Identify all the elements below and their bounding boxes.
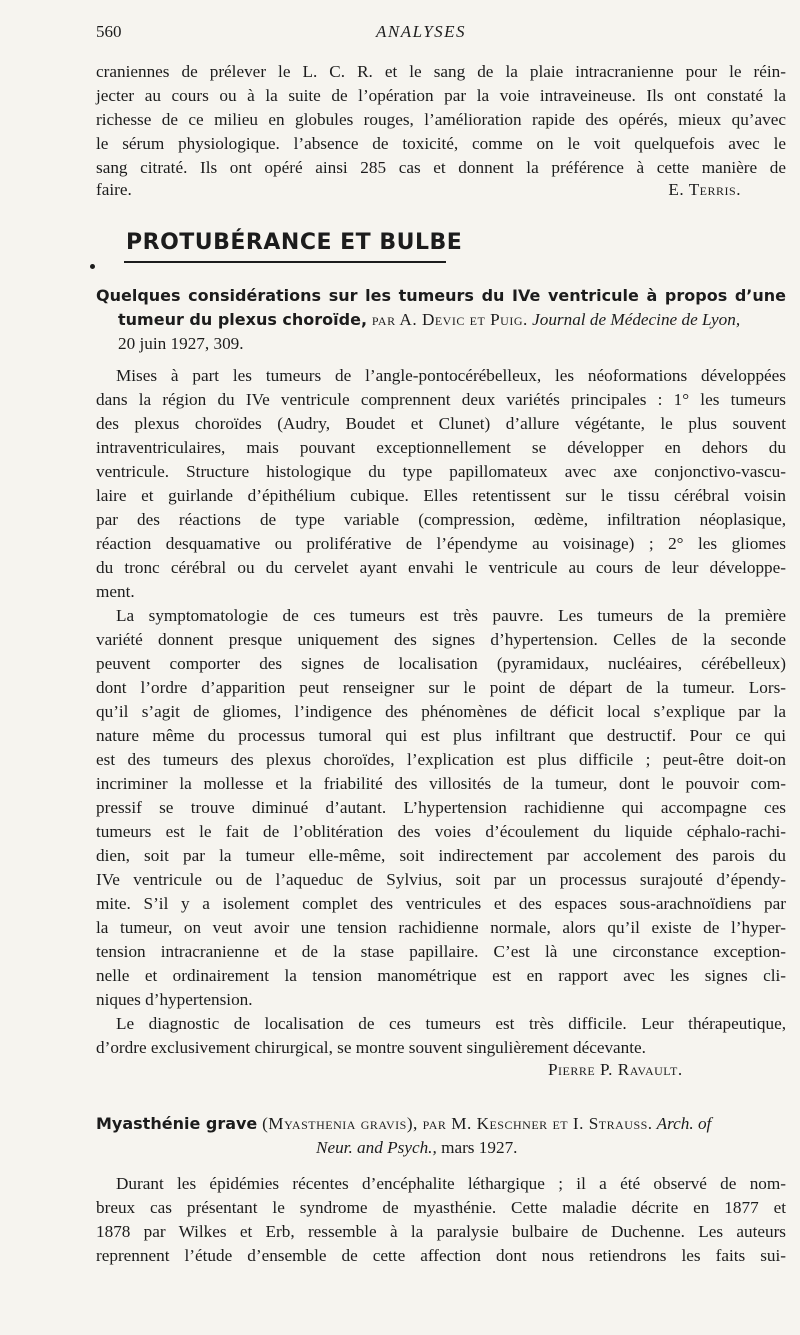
article2-journal-a: Arch. of (652, 1114, 712, 1133)
text-line: par des réactions de type variable (compression, œdème, infiltration néoplasique, (96, 510, 786, 529)
text-line: Durant les épidémies récentes d’encéphalite léthargique ; il a été observé de nom- (116, 1174, 786, 1193)
text-line: qu’il s’agit de gliomes, l’indigence des phénomènes de déficit local s’explique par la (96, 702, 786, 721)
text-line: reprennent l’étude d’ensemble de cette affection dont nous retiendrons les faits sui- (96, 1246, 786, 1265)
text-line: richesse de ce milieu en globules rouges, l’amélioration rapide des opérés, mieux qu’avec (96, 110, 786, 129)
text-line: dien, soit par la tumeur elle-même, soit indirectement par accolement des parois du (96, 846, 786, 865)
text-line: sang citraté. Ils ont opéré ainsi 285 cas et donnent la préférence à cette manière de (96, 158, 786, 177)
article1-authors: par A. Devic et Puig. (367, 310, 528, 329)
running-head (96, 22, 740, 46)
article2-paragraph-1 (96, 1172, 786, 1268)
text-line: ventricule. Structure histologique du type papillomateux avec axe conjonctivo-vascu- (96, 462, 786, 481)
article1-title: Quelques considérations sur les tumeurs du IVe ventricule à propos d’une (96, 286, 786, 305)
article1-title-cont: tumeur du plexus choroïde, (118, 310, 368, 329)
text-line: dont l’ordre d’apparition peut renseigner sur le point de départ de la tumeur. Lors- (96, 678, 786, 697)
article1-journal: Journal de Médecine de Lyon, (527, 310, 741, 329)
running-title: ANALYSES (376, 22, 467, 41)
text-line: la tumeur, on veut avoir une tension rachidienne normale, alors qu’il existe de l’hyper- (96, 918, 786, 937)
text-line: d’ordre exclusivement chirurgical, se montre souvent singulièrement décevante. (96, 1038, 646, 1057)
prev-abstract-closing (96, 180, 741, 204)
article2-date: mars 1927. (436, 1138, 518, 1157)
text-line: laire et guirlande d’épithélium cubique. Elles retentissent sur le tissu cérébral voisin (96, 486, 786, 505)
text-line: pressif se trouve diminué d’autant. L’hypertension rachidienne qui accompagne ces (96, 798, 786, 817)
text-line: nature même du processus tumoral qui est plus infiltrant que destructif. Pour ce qui (96, 726, 786, 745)
text-line: tumeurs est le fait de l’oblitération des voies d’écoulement du liquide céphalo-rachi- (96, 822, 786, 841)
prev-abstract-body (96, 60, 786, 180)
prev-abstract-last-line: faire. (96, 180, 132, 199)
article2-title-block (96, 1112, 786, 1160)
bullet-mark (90, 264, 95, 269)
section-heading: PROTUBÉRANCE ET BULBE (126, 230, 463, 255)
text-line: intraventriculaires, mais pouvant exceptionnellement se développer en dehors du (96, 438, 786, 457)
text-line: Le diagnostic de localisation de ces tumeurs est très difficile. Leur thérapeutique, (116, 1014, 786, 1033)
text-line: incriminer la mollesse et la friabilité des villosités de la tumeur, dont le pouvoir com- (96, 774, 786, 793)
text-line: mite. S’il y a isolement complet des ventricules et des espaces sous-arachnoïdiens par (96, 894, 786, 913)
page-number: 560 (96, 22, 122, 41)
text-line: niques d’hypertension. (96, 990, 253, 1009)
article2-title: Myasthénie grave (96, 1114, 258, 1133)
article1-paragraph-2 (96, 604, 786, 1012)
article1-author: Pierre P. Ravault. (548, 1060, 683, 1079)
article1-paragraph-1 (96, 364, 786, 604)
text-line: dans la région du IVe ventricule comprennent deux variétés principales : 1° les tumeurs (96, 390, 786, 409)
text-line: La symptomatologie de ces tumeurs est très pauvre. Les tumeurs de la première (116, 606, 786, 625)
text-line: réaction desquamative ou proliférative de l’épendyme au voisinage) ; 2° les gliomes (96, 534, 786, 553)
text-line: IVe ventricule ou de l’aqueduc de Sylvius, soit par un processus surajouté d’épendy- (96, 870, 786, 889)
heading-rule (124, 261, 446, 263)
text-line: breux cas présentant le syndrome de myasthénie. Cette maladie décrite en 1877 et (96, 1198, 786, 1217)
text-line: ment. (96, 582, 135, 601)
text-line: du tronc cérébral ou du cervelet ayant envahi le ventricule au cours de leur développe- (96, 558, 786, 577)
text-line: des plexus choroïdes (Audry, Boudet et Clunet) d’allure végétante, le plus souvent (96, 414, 786, 433)
text-line: le sérum physiologique. l’absence de toxicité, comme on le voit quelquefois avec le (96, 134, 786, 153)
text-line: nelle et ordinairement la tension manométrique est en rapport avec les signes cli- (96, 966, 786, 985)
article2-authors: (Myasthenia gravis), par M. Keschner et I. Strauss. (257, 1114, 653, 1133)
text-line: est des tumeurs des plexus choroïdes, l’explication est plus difficile ; peut-être doit-on (96, 750, 786, 769)
article1-date: 20 juin 1927, 309. (118, 334, 244, 353)
text-line: peuvent comporter des signes de localisation (pyramidaux, nucléaires, cérébelleux) (96, 654, 786, 673)
text-line: craniennes de prélever le L. C. R. et le sang de la plaie intracranienne pour le réin- (96, 62, 786, 81)
text-line: variété donnent presque uniquement des signes d’hypertension. Celles de la seconde (96, 630, 786, 649)
text-line: Mises à part les tumeurs de l’angle-pontocérébelleux, les néoformations développées (116, 366, 786, 385)
text-line: 1878 par Wilkes et Erb, ressemble à la paralysie bulbaire de Duchenne. Les auteurs (96, 1222, 786, 1241)
text-line: jecter au cours ou à la suite de l’opération par la voie intraveineuse. Ils ont constaté la (96, 86, 786, 105)
article1-title-block (96, 284, 786, 356)
text-line: tension intracranienne et de la stase papillaire. C’est là une circonstance exception- (96, 942, 786, 961)
prev-abstract-author: E. Terris. (668, 180, 741, 199)
article2-journal-b: Neur. and Psych., (316, 1138, 437, 1157)
article1-paragraph-3 (96, 1012, 786, 1060)
